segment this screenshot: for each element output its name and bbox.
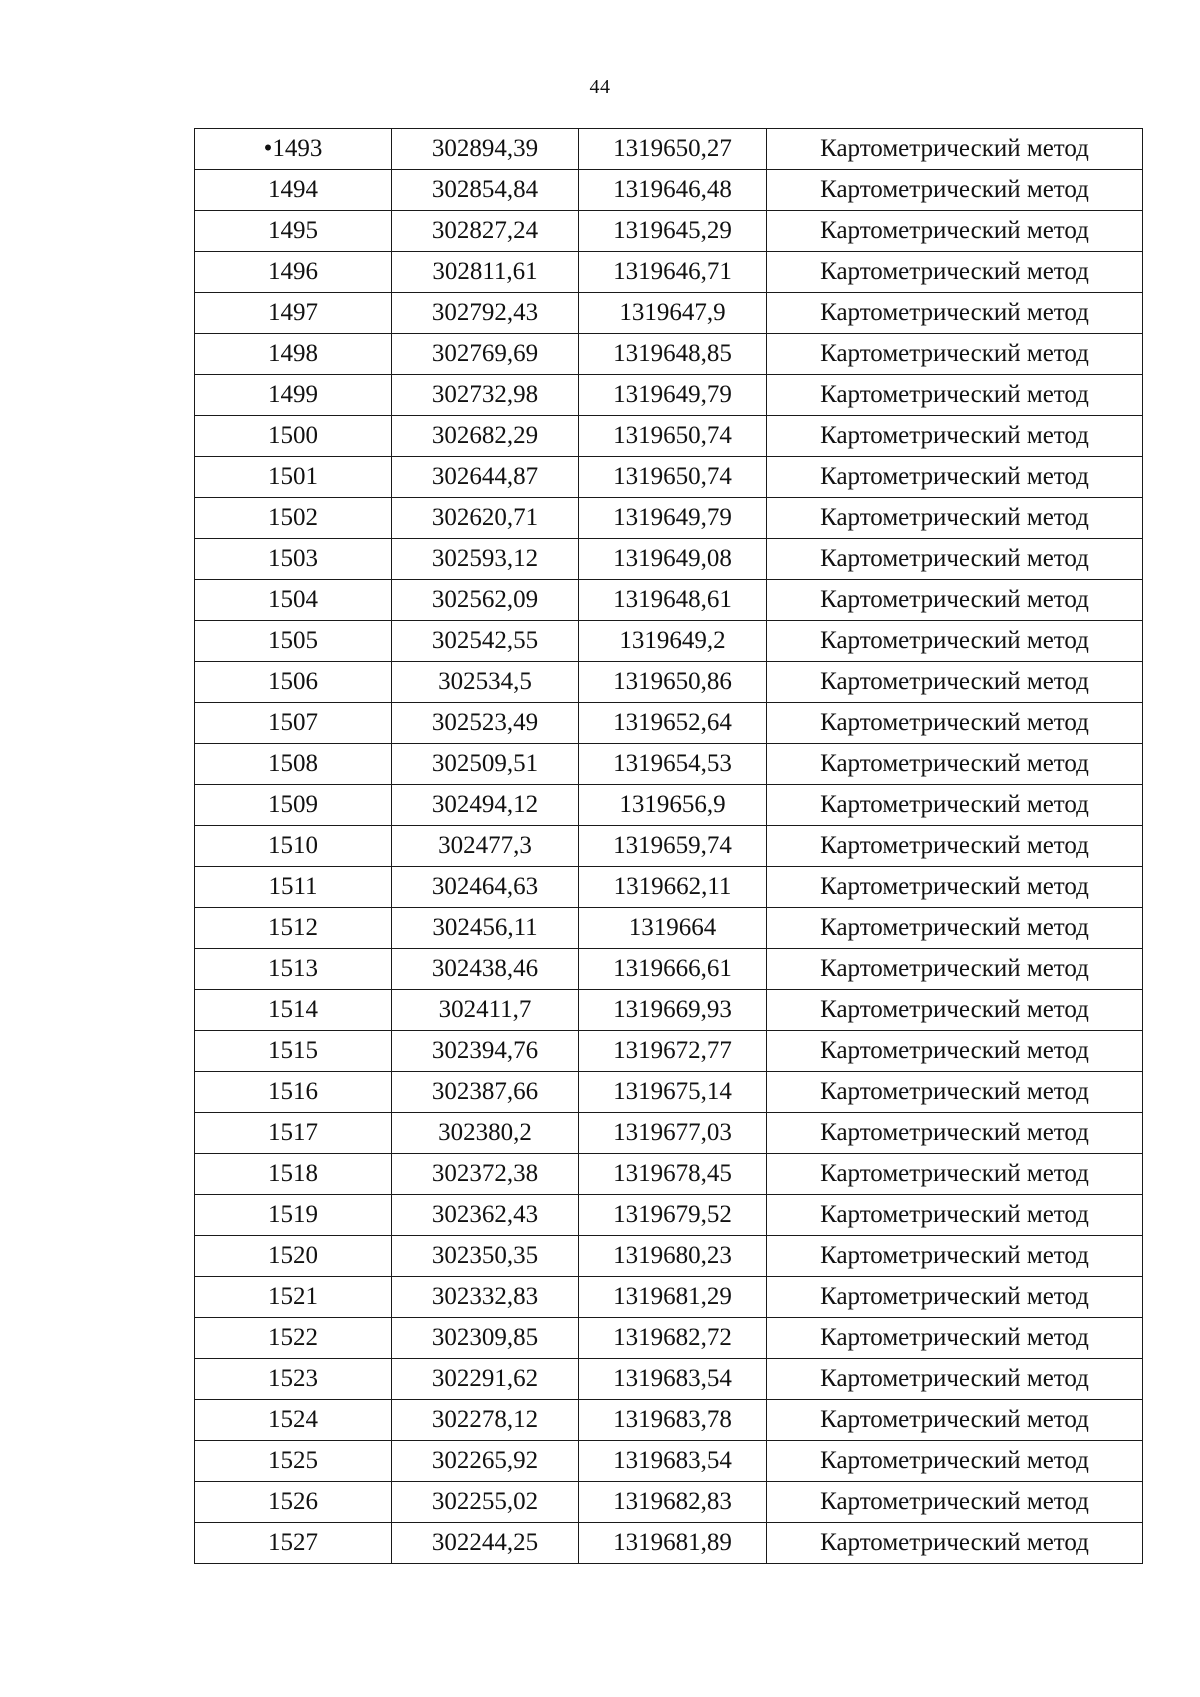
page-number: 44 [589,76,611,98]
table-row [195,785,1143,826]
point-number-cell: 1524 [195,1400,392,1441]
x-coordinate-cell: 302380,2 [392,1113,579,1154]
y-coordinate-cell: 1319681,89 [579,1523,767,1564]
method-cell: Картометрический метод [767,1523,1143,1564]
method-cell: Картометрический метод [767,703,1143,744]
y-coordinate-cell: 1319650,74 [579,416,767,457]
method-cell: Картометрический метод [767,908,1143,949]
method-cell: Картометрический метод [767,498,1143,539]
method-cell: Картометрический метод [767,1359,1143,1400]
x-coordinate-cell: 302494,12 [392,785,579,826]
x-coordinate-cell: 302309,85 [392,1318,579,1359]
method-cell: Картометрический метод [767,334,1143,375]
method-cell: Картометрический метод [767,1236,1143,1277]
method-cell: Картометрический метод [767,621,1143,662]
x-coordinate-cell: 302244,25 [392,1523,579,1564]
table-row [195,744,1143,785]
x-coordinate-cell: 302372,38 [392,1154,579,1195]
method-cell: Картометрический метод [767,375,1143,416]
y-coordinate-cell: 1319659,74 [579,826,767,867]
x-coordinate-cell: 302255,02 [392,1482,579,1523]
point-number-cell: 1505 [195,621,392,662]
method-cell: Картометрический метод [767,785,1143,826]
table-row [195,539,1143,580]
method-cell: Картометрический метод [767,293,1143,334]
x-coordinate-cell: 302438,46 [392,949,579,990]
y-coordinate-cell: 1319682,72 [579,1318,767,1359]
table-row [195,1154,1143,1195]
point-number-cell: 1506 [195,662,392,703]
point-number-cell: 1511 [195,867,392,908]
table-row [195,129,1143,170]
y-coordinate-cell: 1319669,93 [579,990,767,1031]
point-number-cell: 1521 [195,1277,392,1318]
y-coordinate-cell: 1319648,61 [579,580,767,621]
method-cell: Картометрический метод [767,662,1143,703]
point-number-cell: 1526 [195,1482,392,1523]
table-row [195,662,1143,703]
y-coordinate-cell: 1319664 [579,908,767,949]
table-row [195,1113,1143,1154]
table-row [195,867,1143,908]
point-number-cell: 1522 [195,1318,392,1359]
table-row [195,1072,1143,1113]
point-number-cell: 1498 [195,334,392,375]
method-cell: Картометрический метод [767,1318,1143,1359]
method-cell: Картометрический метод [767,1441,1143,1482]
point-number-cell: 1510 [195,826,392,867]
method-cell: Картометрический метод [767,1031,1143,1072]
point-number-cell: 1514 [195,990,392,1031]
table-row [195,1236,1143,1277]
y-coordinate-cell: 1319649,79 [579,375,767,416]
table-row [195,170,1143,211]
y-coordinate-cell: 1319656,9 [579,785,767,826]
x-coordinate-cell: 302644,87 [392,457,579,498]
coordinates-table [194,128,1143,1564]
point-number-cell: 1519 [195,1195,392,1236]
y-coordinate-cell: 1319650,27 [579,129,767,170]
y-coordinate-cell: 1319648,85 [579,334,767,375]
y-coordinate-cell: 1319683,54 [579,1441,767,1482]
x-coordinate-cell: 302562,09 [392,580,579,621]
table-row [195,252,1143,293]
x-coordinate-cell: 302411,7 [392,990,579,1031]
table-row [195,826,1143,867]
x-coordinate-cell: 302769,69 [392,334,579,375]
x-coordinate-cell: 302456,11 [392,908,579,949]
x-coordinate-cell: 302332,83 [392,1277,579,1318]
x-coordinate-cell: 302792,43 [392,293,579,334]
method-cell: Картометрический метод [767,580,1143,621]
table-row [195,1482,1143,1523]
method-cell: Картометрический метод [767,1195,1143,1236]
method-cell: Картометрический метод [767,170,1143,211]
table-row [195,1441,1143,1482]
y-coordinate-cell: 1319646,71 [579,252,767,293]
table-row [195,1031,1143,1072]
x-coordinate-cell: 302811,61 [392,252,579,293]
x-coordinate-cell: 302827,24 [392,211,579,252]
method-cell: Картометрический метод [767,990,1143,1031]
point-number-cell: 1504 [195,580,392,621]
table-row [195,621,1143,662]
table-row [195,375,1143,416]
y-coordinate-cell: 1319662,11 [579,867,767,908]
x-coordinate-cell: 302387,66 [392,1072,579,1113]
point-number-cell: 1515 [195,1031,392,1072]
y-coordinate-cell: 1319650,74 [579,457,767,498]
x-coordinate-cell: 302291,62 [392,1359,579,1400]
x-coordinate-cell: 302732,98 [392,375,579,416]
point-number-cell: 1495 [195,211,392,252]
y-coordinate-cell: 1319682,83 [579,1482,767,1523]
y-coordinate-cell: 1319652,64 [579,703,767,744]
point-number-cell: 1499 [195,375,392,416]
y-coordinate-cell: 1319675,14 [579,1072,767,1113]
method-cell: Картометрический метод [767,252,1143,293]
method-cell: Картометрический метод [767,539,1143,580]
method-cell: Картометрический метод [767,744,1143,785]
table-row [195,1400,1143,1441]
method-cell: Картометрический метод [767,1400,1143,1441]
x-coordinate-cell: 302394,76 [392,1031,579,1072]
x-coordinate-cell: 302620,71 [392,498,579,539]
method-cell: Картометрический метод [767,1113,1143,1154]
method-cell: Картометрический метод [767,211,1143,252]
y-coordinate-cell: 1319678,45 [579,1154,767,1195]
x-coordinate-cell: 302265,92 [392,1441,579,1482]
point-number-cell: 1523 [195,1359,392,1400]
point-number-cell: 1497 [195,293,392,334]
point-number-cell: 1517 [195,1113,392,1154]
method-cell: Картометрический метод [767,1154,1143,1195]
method-cell: Картометрический метод [767,949,1143,990]
x-coordinate-cell: 302523,49 [392,703,579,744]
x-coordinate-cell: 302542,55 [392,621,579,662]
point-number-cell: 1503 [195,539,392,580]
table-row [195,1318,1143,1359]
point-number-cell: 1501 [195,457,392,498]
x-coordinate-cell: 302278,12 [392,1400,579,1441]
coordinates-table-body [195,129,1143,1564]
y-coordinate-cell: 1319666,61 [579,949,767,990]
point-number-cell: •1493 [195,129,392,170]
x-coordinate-cell: 302350,35 [392,1236,579,1277]
table-row [195,908,1143,949]
method-cell: Картометрический метод [767,416,1143,457]
x-coordinate-cell: 302682,29 [392,416,579,457]
y-coordinate-cell: 1319647,9 [579,293,767,334]
point-number-cell: 1494 [195,170,392,211]
table-row [195,990,1143,1031]
x-coordinate-cell: 302509,51 [392,744,579,785]
y-coordinate-cell: 1319645,29 [579,211,767,252]
point-number-cell: 1496 [195,252,392,293]
y-coordinate-cell: 1319681,29 [579,1277,767,1318]
table-row [195,211,1143,252]
point-number-cell: 1508 [195,744,392,785]
point-number-cell: 1516 [195,1072,392,1113]
y-coordinate-cell: 1319650,86 [579,662,767,703]
table-row [195,293,1143,334]
y-coordinate-cell: 1319649,2 [579,621,767,662]
table-row [195,1195,1143,1236]
table-row [195,457,1143,498]
table-row [195,580,1143,621]
x-coordinate-cell: 302477,3 [392,826,579,867]
table-row [195,1277,1143,1318]
table-row [195,498,1143,539]
point-number-cell: 1513 [195,949,392,990]
point-number-cell: 1512 [195,908,392,949]
method-cell: Картометрический метод [767,1072,1143,1113]
y-coordinate-cell: 1319649,08 [579,539,767,580]
method-cell: Картометрический метод [767,457,1143,498]
method-cell: Картометрический метод [767,129,1143,170]
x-coordinate-cell: 302593,12 [392,539,579,580]
method-cell: Картометрический метод [767,1277,1143,1318]
y-coordinate-cell: 1319649,79 [579,498,767,539]
y-coordinate-cell: 1319679,52 [579,1195,767,1236]
y-coordinate-cell: 1319680,23 [579,1236,767,1277]
y-coordinate-cell: 1319683,54 [579,1359,767,1400]
point-number-cell: 1520 [195,1236,392,1277]
method-cell: Картометрический метод [767,1482,1143,1523]
x-coordinate-cell: 302464,63 [392,867,579,908]
y-coordinate-cell: 1319683,78 [579,1400,767,1441]
point-number-cell: 1507 [195,703,392,744]
x-coordinate-cell: 302854,84 [392,170,579,211]
method-cell: Картометрический метод [767,867,1143,908]
y-coordinate-cell: 1319646,48 [579,170,767,211]
y-coordinate-cell: 1319654,53 [579,744,767,785]
table-row [195,334,1143,375]
table-row [195,703,1143,744]
point-number-cell: 1500 [195,416,392,457]
point-number-cell: 1509 [195,785,392,826]
x-coordinate-cell: 302534,5 [392,662,579,703]
table-row [195,949,1143,990]
y-coordinate-cell: 1319672,77 [579,1031,767,1072]
point-number-cell: 1502 [195,498,392,539]
point-number-cell: 1525 [195,1441,392,1482]
x-coordinate-cell: 302362,43 [392,1195,579,1236]
point-number-cell: 1518 [195,1154,392,1195]
y-coordinate-cell: 1319677,03 [579,1113,767,1154]
x-coordinate-cell: 302894,39 [392,129,579,170]
method-cell: Картометрический метод [767,826,1143,867]
table-row [195,1523,1143,1564]
table-row [195,1359,1143,1400]
point-number-cell: 1527 [195,1523,392,1564]
table-row [195,416,1143,457]
